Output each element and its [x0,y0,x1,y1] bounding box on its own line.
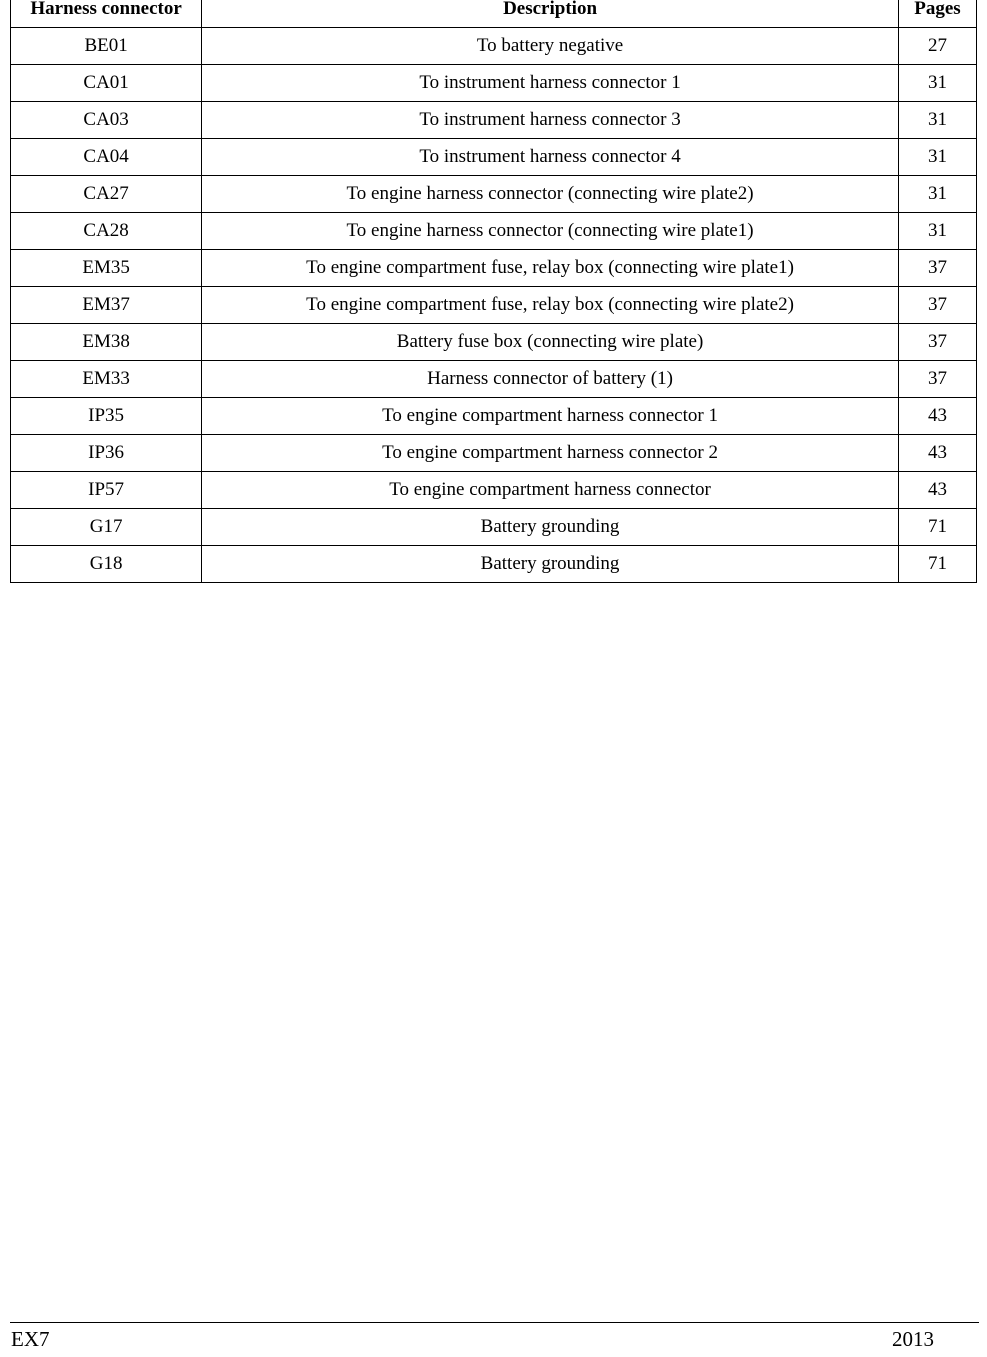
cell-connector: CA28 [11,213,202,250]
cell-pages: 37 [898,324,976,361]
cell-pages: 43 [898,398,976,435]
cell-pages: 37 [898,250,976,287]
cell-connector: EM33 [11,361,202,398]
table-row [11,324,977,361]
cell-pages: 31 [898,213,976,250]
cell-description: To engine compartment harness connector 1 [202,398,899,435]
table-row [11,546,977,583]
cell-connector: G17 [11,509,202,546]
header-harness-connector: Harness connector [11,0,202,28]
table-row [11,287,977,324]
footer-model: EX7 [11,1327,50,1351]
cell-connector: CA04 [11,139,202,176]
cell-description: Harness connector of battery (1) [202,361,899,398]
cell-description: To engine compartment fuse, relay box (connecting wire plate1) [202,250,899,287]
cell-description: To battery negative [202,28,899,65]
table-row [11,472,977,509]
cell-connector: IP35 [11,398,202,435]
table-row [11,361,977,398]
table-row [11,176,977,213]
cell-connector: EM37 [11,287,202,324]
cell-pages: 43 [898,435,976,472]
table-row [11,139,977,176]
cell-pages: 31 [898,139,976,176]
cell-pages: 31 [898,102,976,139]
cell-pages: 31 [898,65,976,102]
table-row [11,250,977,287]
cell-description: To instrument harness connector 1 [202,65,899,102]
cell-connector: CA03 [11,102,202,139]
cell-connector: G18 [11,546,202,583]
cell-pages: 71 [898,546,976,583]
header-pages: Pages [898,0,976,28]
table-row [11,435,977,472]
table-row [11,509,977,546]
cell-description: Battery grounding [202,546,899,583]
cell-connector: CA01 [11,65,202,102]
footer-divider [10,1322,979,1323]
cell-connector: IP57 [11,472,202,509]
cell-description: Battery grounding [202,509,899,546]
cell-description: To engine compartment harness connector 2 [202,435,899,472]
footer-year: 2013 [892,1327,934,1351]
header-description: Description [202,0,899,28]
cell-connector: EM38 [11,324,202,361]
cell-description: To engine compartment fuse, relay box (connecting wire plate2) [202,287,899,324]
cell-pages: 37 [898,287,976,324]
table-row [11,102,977,139]
cell-description: To instrument harness connector 3 [202,102,899,139]
cell-connector: CA27 [11,176,202,213]
table-row [11,213,977,250]
cell-connector: IP36 [11,435,202,472]
table-row [11,28,977,65]
table-header-row [11,0,977,28]
cell-pages: 37 [898,361,976,398]
cell-connector: BE01 [11,28,202,65]
cell-pages: 27 [898,28,976,65]
harness-connector-table [10,0,977,583]
cell-pages: 31 [898,176,976,213]
cell-pages: 71 [898,509,976,546]
table-row [11,398,977,435]
cell-description: To engine harness connector (connecting wire plate1) [202,213,899,250]
cell-description: Battery fuse box (connecting wire plate) [202,324,899,361]
cell-pages: 43 [898,472,976,509]
cell-description: To engine harness connector (connecting wire plate2) [202,176,899,213]
table-row [11,65,977,102]
cell-description: To instrument harness connector 4 [202,139,899,176]
cell-connector: EM35 [11,250,202,287]
cell-description: To engine compartment harness connector [202,472,899,509]
